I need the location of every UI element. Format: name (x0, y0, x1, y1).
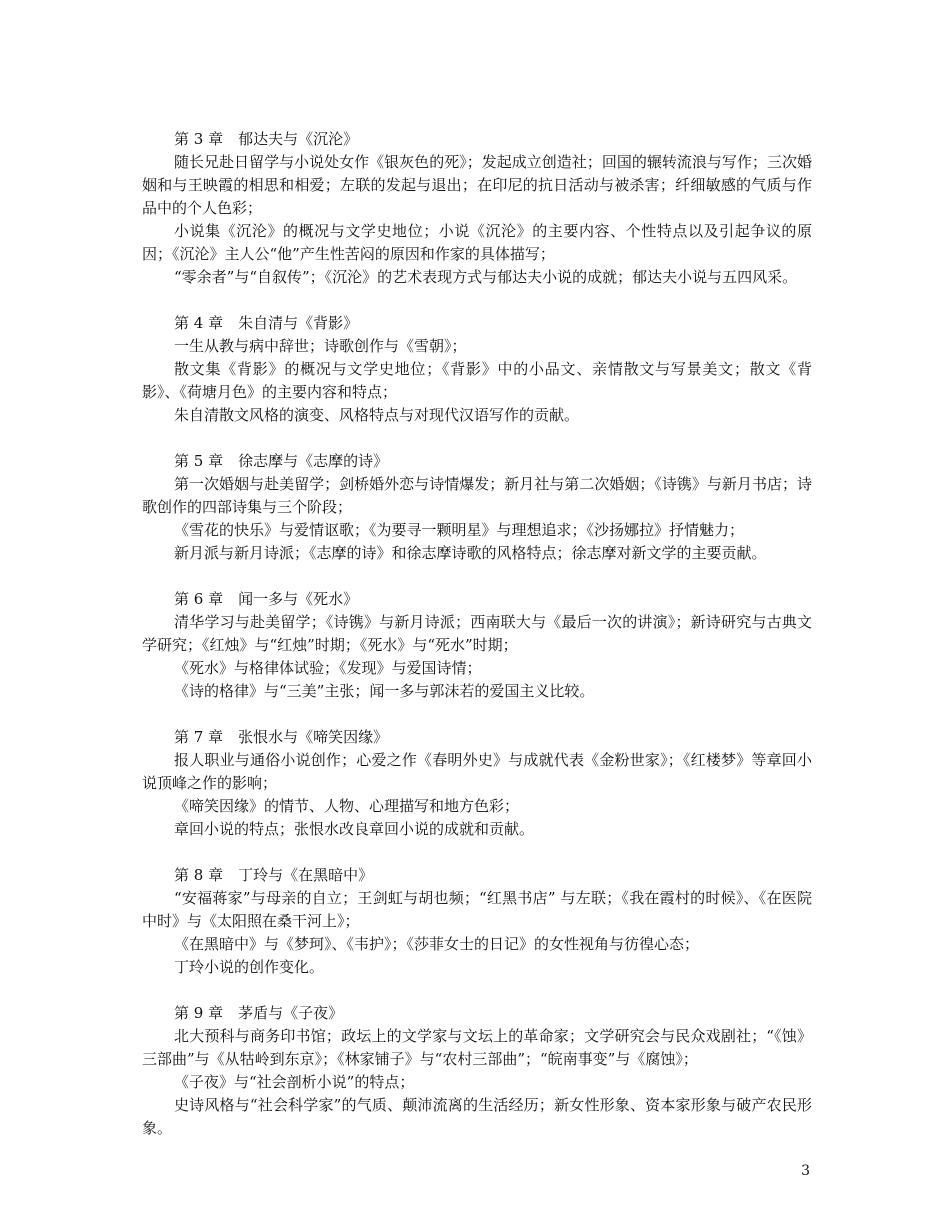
chapter-9 (142, 1002, 812, 1140)
chapter-title: 第 5 章 徐志摩与《志摩的诗》 (174, 452, 389, 470)
paragraph: 新月派与新月诗派；《志摩的诗》和徐志摩诗歌的风格特点；徐志摩对新文学的主要贡献。 (174, 544, 767, 562)
chapter-5 (142, 450, 812, 565)
chapter-7 (142, 726, 812, 841)
paragraph: 章回小说的特点；张恨水改良章回小说的成就和贡献。 (174, 820, 535, 838)
paragraph: 《诗的格律》与“三美”主张；闻一多与郭沫若的爱国主义比较。 (174, 682, 595, 700)
chapter-title: 第 9 章 茅盾与《子夜》 (174, 1004, 344, 1022)
chapter-8 (142, 864, 812, 979)
paragraph: “安福蒋家”与母亲的自立；王剑虹与胡也频；“红黑书店” 与左联；《我在霞村的时候》、《在医院中时》与《太阳照在桑干河上》； (142, 889, 812, 930)
chapter-6 (142, 588, 812, 703)
document-body (142, 128, 812, 1163)
paragraph: 《死水》与格律体试验；《发现》与爱国诗情； (174, 659, 482, 677)
page-number: 3 (801, 1163, 810, 1179)
paragraph: 《子夜》与“社会剖析小说”的特点； (174, 1073, 415, 1091)
paragraph: 朱自清散文风格的演变、风格特点与对现代汉语写作的贡献。 (174, 406, 580, 424)
paragraph: 一生从教与病中辞世；诗歌创作与《雪朝》； (174, 337, 467, 355)
paragraph: 随长兄赴日留学与小说处女作《银灰色的死》；发起成立创造社；回国的辗转流浪与写作；三次婚姻和与王映霞的相思和相爱；左联的发起与退出；在印尼的抗日活动与被杀害；纤细敏感的气质与作品中的个人色彩； (142, 153, 812, 217)
chapter-title: 第 3 章 郁达夫与《沉沦》 (174, 130, 359, 148)
chapter-4 (142, 312, 812, 427)
paragraph: 《啼笑因缘》的情节、人物、心理描写和地方色彩； (174, 797, 520, 815)
paragraph: 报人职业与通俗小说创作；心爱之作《春明外史》与成就代表《金粉世家》；《红楼梦》等章回小说顶峰之作的影响； (142, 751, 812, 792)
paragraph: 丁玲小说的创作变化。 (174, 958, 325, 976)
paragraph: 北大预科与商务印书馆；政坛上的文学家与文坛上的革命家；文学研究会与民众戏剧社；“《蚀》三部曲”与《从牯岭到东京》；《林家铺子》与“农村三部曲”；“皖南事变”与《腐蚀》； (142, 1027, 812, 1068)
paragraph: 小说集《沉沦》的概况与文学史地位；小说《沉沦》的主要内容、个性特点以及引起争议的原因；《沉沦》主人公“他”产生性苦闷的原因和作家的具体描写； (142, 222, 812, 263)
paragraph: 《雪花的快乐》与爱情讴歌；《为要寻一颗明星》与理想追求；《沙扬娜拉》抒情魅力； (174, 521, 745, 539)
chapter-title: 第 8 章 丁玲与《在黑暗中》 (174, 866, 374, 884)
paragraph: 第一次婚姻与赴美留学；剑桥婚外恋与诗情爆发；新月社与第二次婚姻；《诗镌》与新月书店；诗歌创作的四部诗集与三个阶段； (142, 475, 812, 516)
paragraph: 史诗风格与“社会科学家”的气质、颠沛流离的生活经历；新女性形象、资本家形象与破产农民形象。 (142, 1096, 812, 1137)
paragraph: “零余者”与“自叙传”；《沉沦》的艺术表现方式与郁达夫小说的成就；郁达夫小说与五四风采。 (174, 268, 798, 286)
paragraph: 散文集《背影》的概况与文学史地位；《背影》中的小品文、亲情散文与写景美文；散文《背影》、《荷塘月色》的主要内容和特点； (142, 360, 812, 401)
chapter-title: 第 6 章 闻一多与《死水》 (174, 590, 359, 608)
paragraph: 清华学习与赴美留学；《诗镌》与新月诗派；西南联大与《最后一次的讲演》；新诗研究与古典文学研究；《红烛》与“红烛”时期；《死水》与“死水”时期； (142, 613, 812, 654)
chapter-title: 第 7 章 张恨水与《啼笑因缘》 (174, 728, 389, 746)
chapter-title: 第 4 章 朱自清与《背影》 (174, 314, 359, 332)
paragraph: 《在黑暗中》与《梦珂》、《韦护》；《莎菲女士的日记》的女性视角与彷徨心态； (174, 935, 700, 953)
chapter-3 (142, 128, 812, 289)
